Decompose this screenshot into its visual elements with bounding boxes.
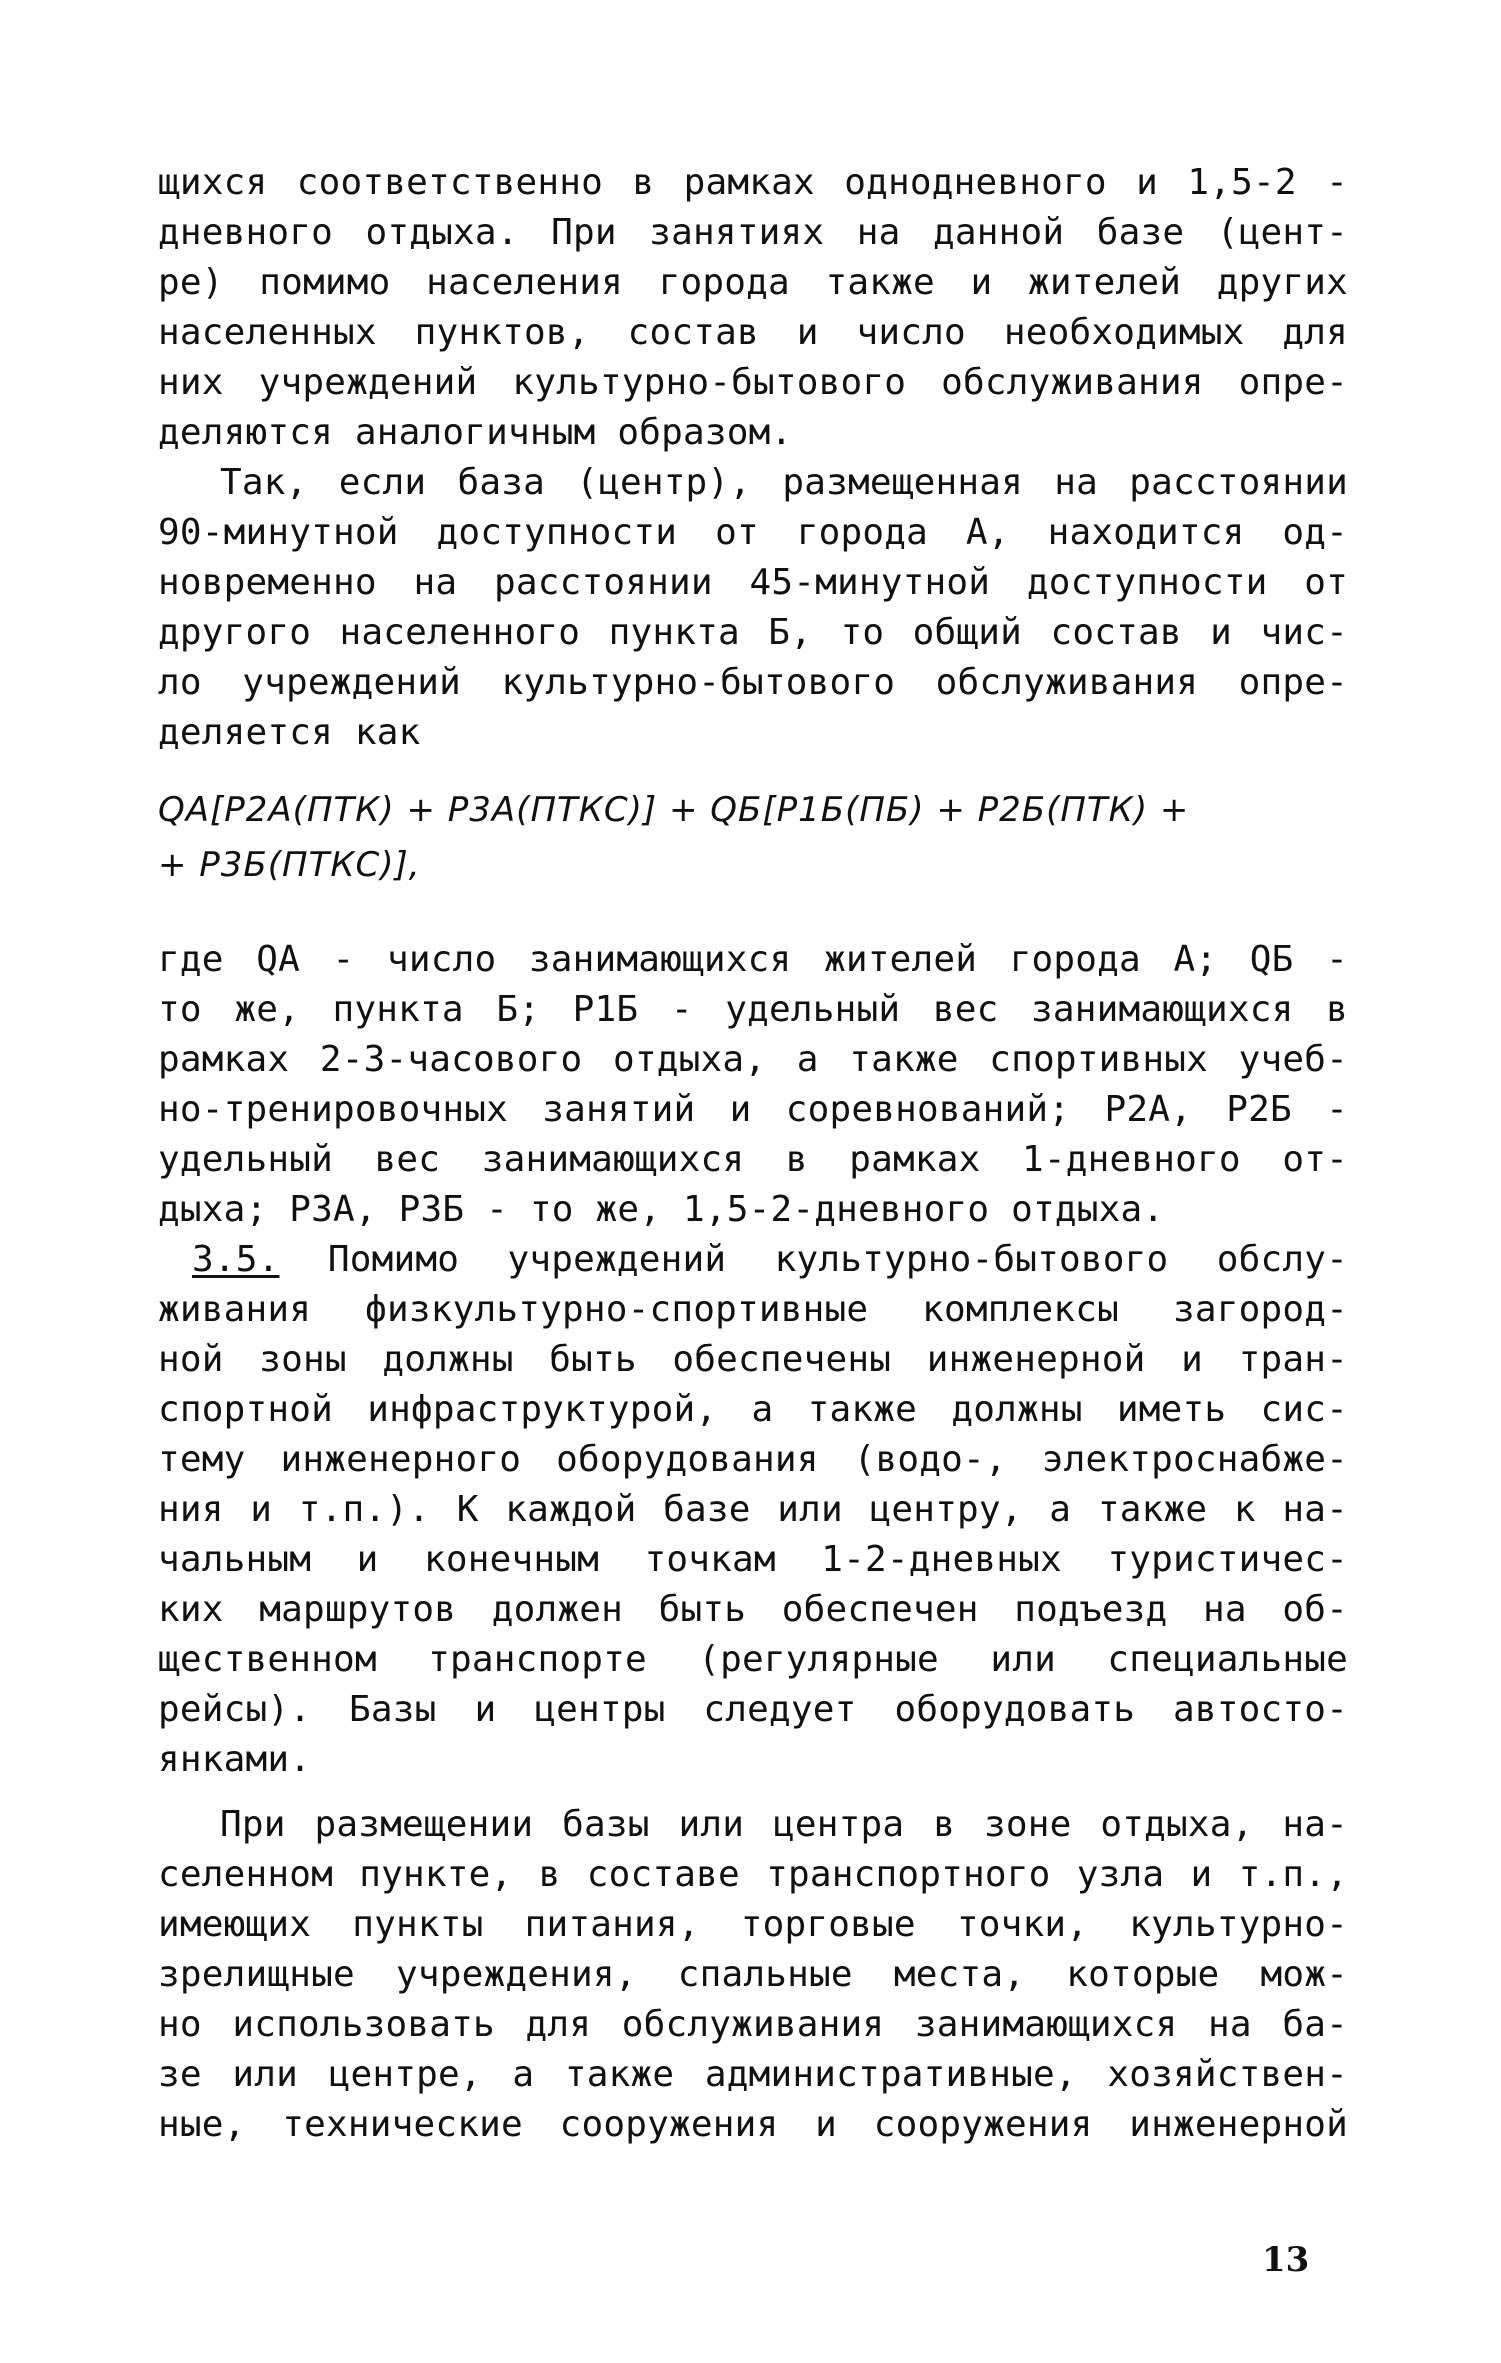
- text-line: имеющих пункты питания, торговые точки, культурно-: [158, 1904, 1348, 1945]
- text-line: деляется как: [158, 712, 421, 753]
- section-first-line: [192, 1235, 1348, 1285]
- text-line: 90-минутной доступности от города А, находится од-: [158, 512, 1348, 553]
- formula-line: QА[P2А(ПТК) + P3А(ПТКС)] + QБ[P1Б(ПБ) + P2Б(ПТК) +: [158, 790, 1190, 830]
- text-line: ре) помимо населения города также и жителей других: [158, 262, 1348, 303]
- text-line: Помимо учреждений культурно-бытового обслу-: [327, 1239, 1349, 1280]
- text-line: селенном пункте, в составе транспортного узла и т.п.,: [158, 1854, 1348, 1895]
- text-line: янками.: [158, 1739, 312, 1780]
- text-line: них учреждений культурно-бытового обслуживания опре-: [158, 362, 1348, 403]
- text-line: ло учреждений культурно-бытового обслуживания опре-: [158, 662, 1348, 703]
- text-line: чальным и конечным точкам 1-2-дневных туристичес-: [158, 1539, 1348, 1580]
- text-line: рамках 2-3-часового отдыха, а также спортивных учеб-: [158, 1039, 1348, 1080]
- text-line: дневного отдыха. При занятиях на данной базе (цент-: [158, 212, 1348, 253]
- text-line: но-тренировочных занятий и соревнований; P2А, P2Б -: [158, 1089, 1348, 1130]
- text-line: живания физкультурно-спортивные комплексы загород-: [158, 1289, 1348, 1330]
- text-line: ной зоны должны быть обеспечены инженерной и тран-: [158, 1339, 1348, 1380]
- text-line: ные, технические сооружения и сооружения инженерной: [158, 2104, 1348, 2145]
- text-line: но использовать для обслуживания занимающихся на ба-: [158, 2004, 1348, 2045]
- text-line: щихся соответственно в рамках однодневного и 1,5-2 -: [158, 162, 1348, 203]
- text-line: деляются аналогичным образом.: [158, 412, 793, 453]
- text-line: дыха; P3А, P3Б - то же, 1,5-2-дневного отдыха.: [158, 1189, 1165, 1230]
- text-line: населенных пунктов, состав и число необходимых для: [158, 312, 1348, 353]
- section-number: 3.5.: [192, 1239, 280, 1280]
- text-line: то же, пункта Б; P1Б - удельный вес занимающихся в: [158, 989, 1348, 1030]
- text-line: тему инженерного оборудования (водо-, электроснабже-: [158, 1439, 1348, 1480]
- page-number: 13: [1262, 2240, 1310, 2280]
- text-line: спортной инфраструктурой, а также должны иметь сис-: [158, 1389, 1348, 1430]
- text-line: рейсы). Базы и центры следует оборудовать автосто-: [158, 1689, 1348, 1730]
- text-line: ния и т.п.). К каждой базе или центру, а также к на-: [158, 1489, 1348, 1530]
- text-line: другого населенного пункта Б, то общий состав и чис-: [158, 612, 1348, 653]
- formula-line: + P3Б(ПТКС)],: [158, 845, 421, 885]
- text-line: ких маршрутов должен быть обеспечен подъезд на об-: [158, 1589, 1348, 1630]
- text-line: зе или центре, а также административные, хозяйствен-: [158, 2054, 1348, 2095]
- text-line: щественном транспорте (регулярные или специальные: [158, 1639, 1348, 1680]
- text-line: удельный вес занимающихся в рамках 1-дневного от-: [158, 1139, 1348, 1180]
- text-line: новременно на расстоянии 45-минутной доступности от: [158, 562, 1348, 603]
- text-line: где QА - число занимающихся жителей города А; QБ -: [158, 939, 1348, 980]
- text-line: зрелищные учреждения, спальные места, которые мож-: [158, 1954, 1348, 1995]
- text-line: При размещении базы или центра в зоне отдыха, на-: [220, 1804, 1348, 1845]
- text-line: Так, если база (центр), размещенная на расстоянии: [220, 462, 1348, 503]
